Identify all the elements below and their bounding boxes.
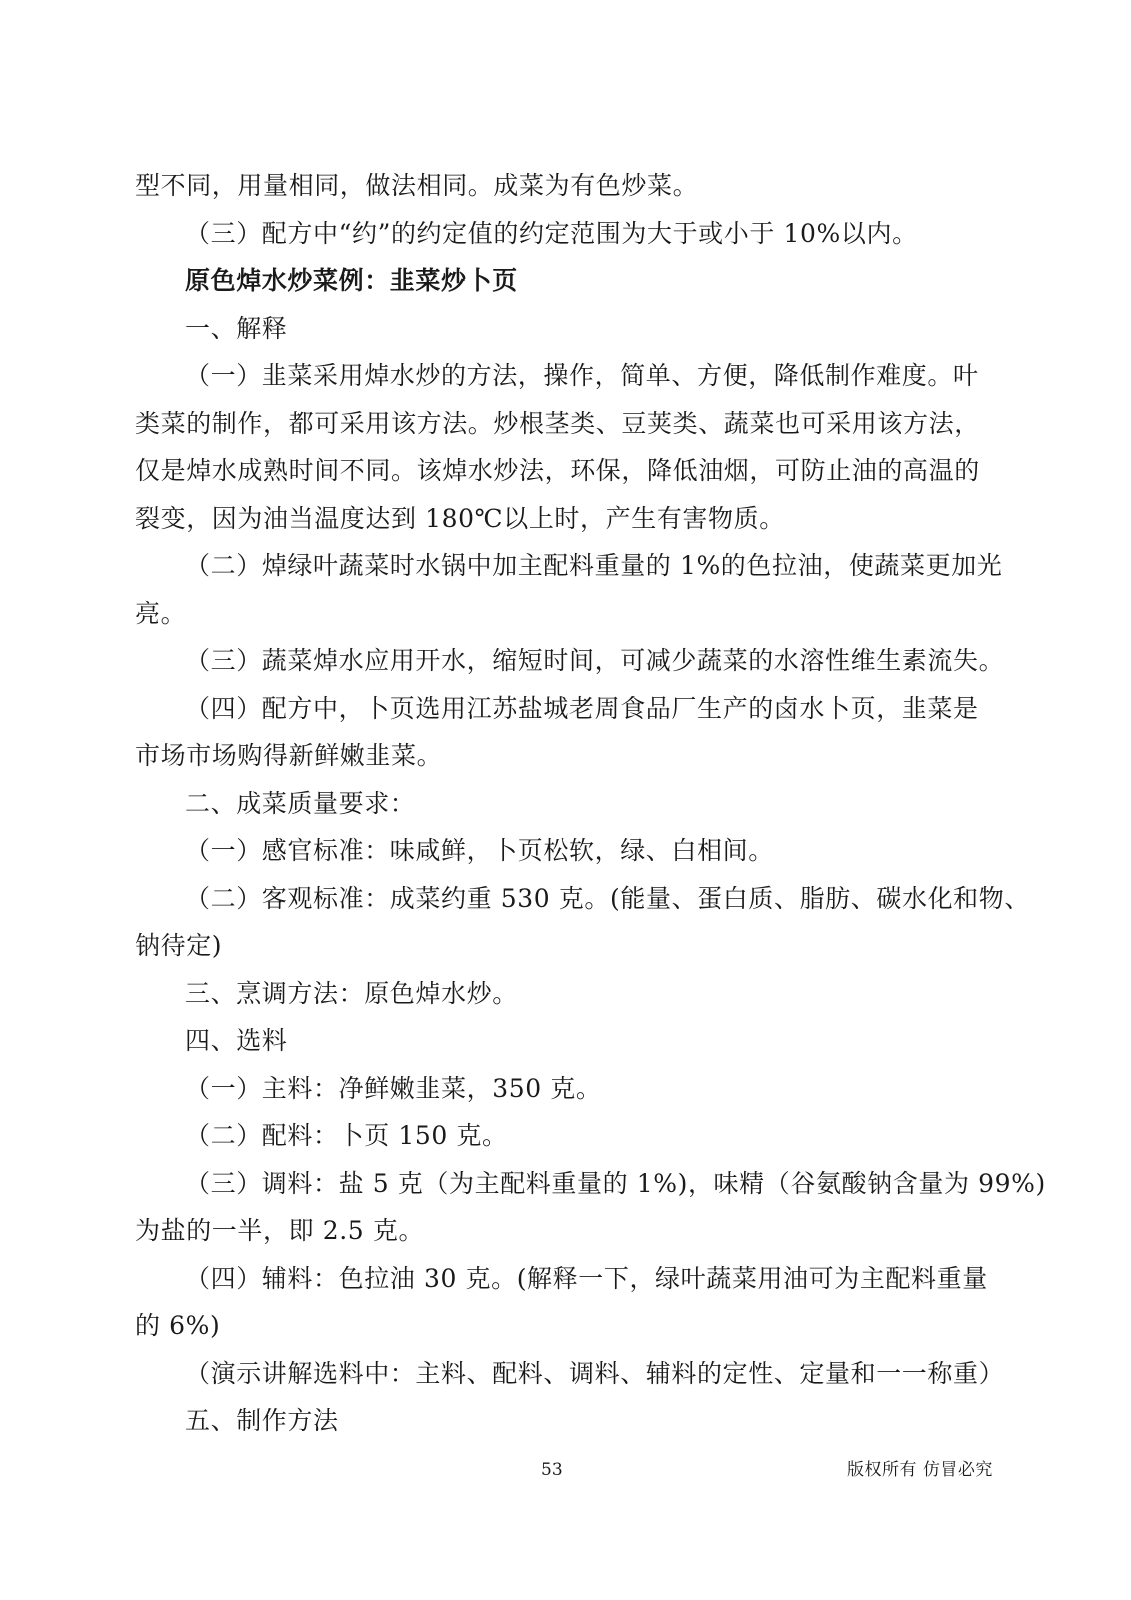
text-line: 亮。 <box>135 598 187 628</box>
text-line: （二）客观标准：成菜约重 530 克。(能量、蛋白质、脂肪、碳水化和物、 <box>185 883 1030 913</box>
text-line: 类菜的制作，都可采用该方法。炒根茎类、豆荚类、蔬菜也可采用该方法， <box>135 408 980 438</box>
section-heading: 原色焯水炒菜例：韭菜炒卜页 <box>185 266 518 295</box>
section-title: 四、选料 <box>185 1026 288 1055</box>
text-line: （二）配料：卜页 150 克。 <box>185 1121 508 1150</box>
text-line: 的 6%) <box>135 1311 221 1340</box>
text-line: （一）主料：净鲜嫩韭菜，350 克。 <box>185 1073 602 1103</box>
section-title: 三、烹调方法：原色焯水炒。 <box>185 978 518 1008</box>
page-number: 53 <box>541 1460 563 1480</box>
text-line: （一）韭菜采用焯水炒的方法，操作，简单、方便，降低制作难度。叶 <box>185 361 979 390</box>
text-line: （四）配方中，卜页选用江苏盐城老周食品厂生产的卤水卜页，韭菜是 <box>185 693 979 723</box>
section-title: 二、成菜质量要求： <box>185 788 416 818</box>
text-line: （二）焯绿叶蔬菜时水锅中加主配料重量的 1%的色拉油，使蔬菜更加光 <box>185 551 1003 580</box>
text-line: （四）辅料：色拉油 30 克。(解释一下，绿叶蔬菜用油可为主配料重量 <box>185 1263 988 1293</box>
text-line: 市场市场购得新鲜嫩韭菜。 <box>135 741 443 770</box>
section-title: 一、解释 <box>185 313 288 343</box>
text-line: 钠待定) <box>135 931 223 960</box>
text-line: （三）配方中“约”的约定值的约定范围为大于或小于 10%以内。 <box>185 218 918 248</box>
text-line: 裂变，因为油当温度达到 180℃以上时，产生有害物质。 <box>135 503 785 533</box>
section-title: 五、制作方法 <box>185 1406 339 1435</box>
copyright-notice: 版权所有 仿冒必究 <box>847 1460 993 1480</box>
body-text <box>135 162 1046 1445</box>
text-line: 为盐的一半，即 2.5 克。 <box>135 1216 425 1245</box>
text-line: （三）蔬菜焯水应用开水，缩短时间，可减少蔬菜的水溶性维生素流失。 <box>185 646 1005 675</box>
text-line: （三）调料：盐 5 克（为主配料重量的 1%)，味精（谷氨酸钠含量为 99%) <box>185 1168 1046 1198</box>
text-line: （一）感官标准：味咸鲜，卜页松软，绿、白相间。 <box>185 836 774 865</box>
text-line: 仅是焯水成熟时间不同。该焯水炒法，环保，降低油烟，可防止油的高温的 <box>135 456 980 485</box>
text-line: 型不同，用量相同，做法相同。成菜为有色炒菜。 <box>135 171 699 200</box>
text-line: （演示讲解选料中：主料、配料、调料、辅料的定性、定量和一一称重） <box>185 1358 1005 1388</box>
